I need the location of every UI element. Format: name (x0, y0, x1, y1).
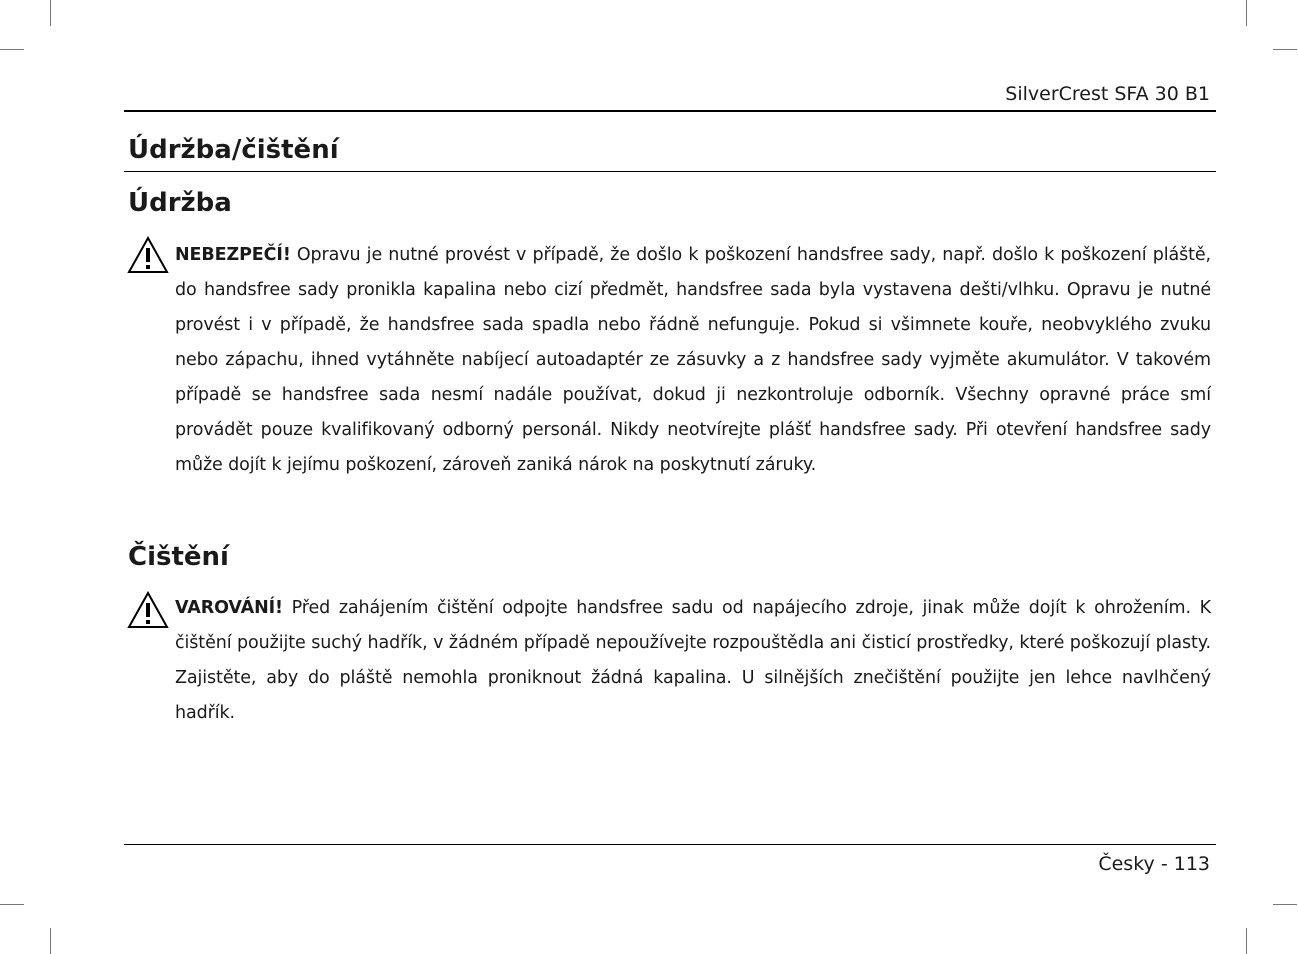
crop-mark (50, 0, 51, 26)
page-footer (1098, 850, 1210, 878)
crop-mark (1273, 904, 1297, 905)
warning-triangle-icon (127, 591, 169, 629)
page-header-product: SilverCrest SFA 30 B1 (1005, 83, 1210, 105)
danger-label: NEBEZPEČÍ! (175, 245, 291, 265)
warning-triangle-icon (127, 236, 169, 274)
warning-label: VAROVÁNÍ! (175, 598, 283, 618)
footer-rule (124, 844, 1216, 845)
crop-mark (1246, 0, 1247, 26)
crop-mark (0, 904, 24, 905)
page-number: 113 (1173, 853, 1210, 875)
maintenance-body: Opravu je nutné provést v případě, že došlo k poškození handsfree sady, např. došlo k poškození pláště, do handsfree sady pronikla kapalina nebo cizí předmět, handsfree sada byla vystavena dešti/vlhku. Opravu je nutné provést i v případě, že handsfree sada spadla nebo řádně nefunguje. Pokud si všimnete kouře, neobvyklého zvuku nebo zápachu, ihned vytáhněte nabíjecí autoadaptér ze zásuvky a z handsfree sady vyjměte akumulátor. V takovém případě se handsfree sada nesmí nadále používat, dokud ji nezkontroluje odborník. Všechny opravné práce smí provádět pouze kvalifikovaný odborný personál. Nikdy neotvírejte plášť handsfree sady. Při otevření handsfree sady může dojít k jejímu poškození, zároveň zaniká nárok na poskytnutí záruky. (175, 245, 1211, 475)
section-rule (124, 171, 1216, 172)
cleaning-warning-text (175, 591, 1211, 731)
maintenance-heading: Údržba (128, 188, 232, 218)
crop-mark (50, 928, 51, 954)
footer-language: Česky (1098, 853, 1155, 875)
maintenance-warning-text (175, 238, 1211, 483)
crop-mark (1246, 928, 1247, 954)
crop-mark (0, 49, 24, 50)
footer-separator: - (1160, 853, 1168, 875)
section-title: Údržba/čištění (128, 135, 339, 165)
cleaning-body: Před zahájením čištění odpojte handsfree sadu od napájecího zdroje, jinak může dojít k ohrožením. K čištění použijte suchý hadřík, v žádném případě nepoužívejte rozpouštědla ani čisticí prostředky, které poškozují plasty. Zajistěte, aby do pláště nemohla proniknout žádná kapalina. U silnějších znečištění použijte jen lehce navlhčený hadřík. (175, 598, 1211, 723)
crop-mark (1273, 49, 1297, 50)
header-rule (124, 110, 1216, 112)
cleaning-heading: Čištění (128, 542, 229, 572)
